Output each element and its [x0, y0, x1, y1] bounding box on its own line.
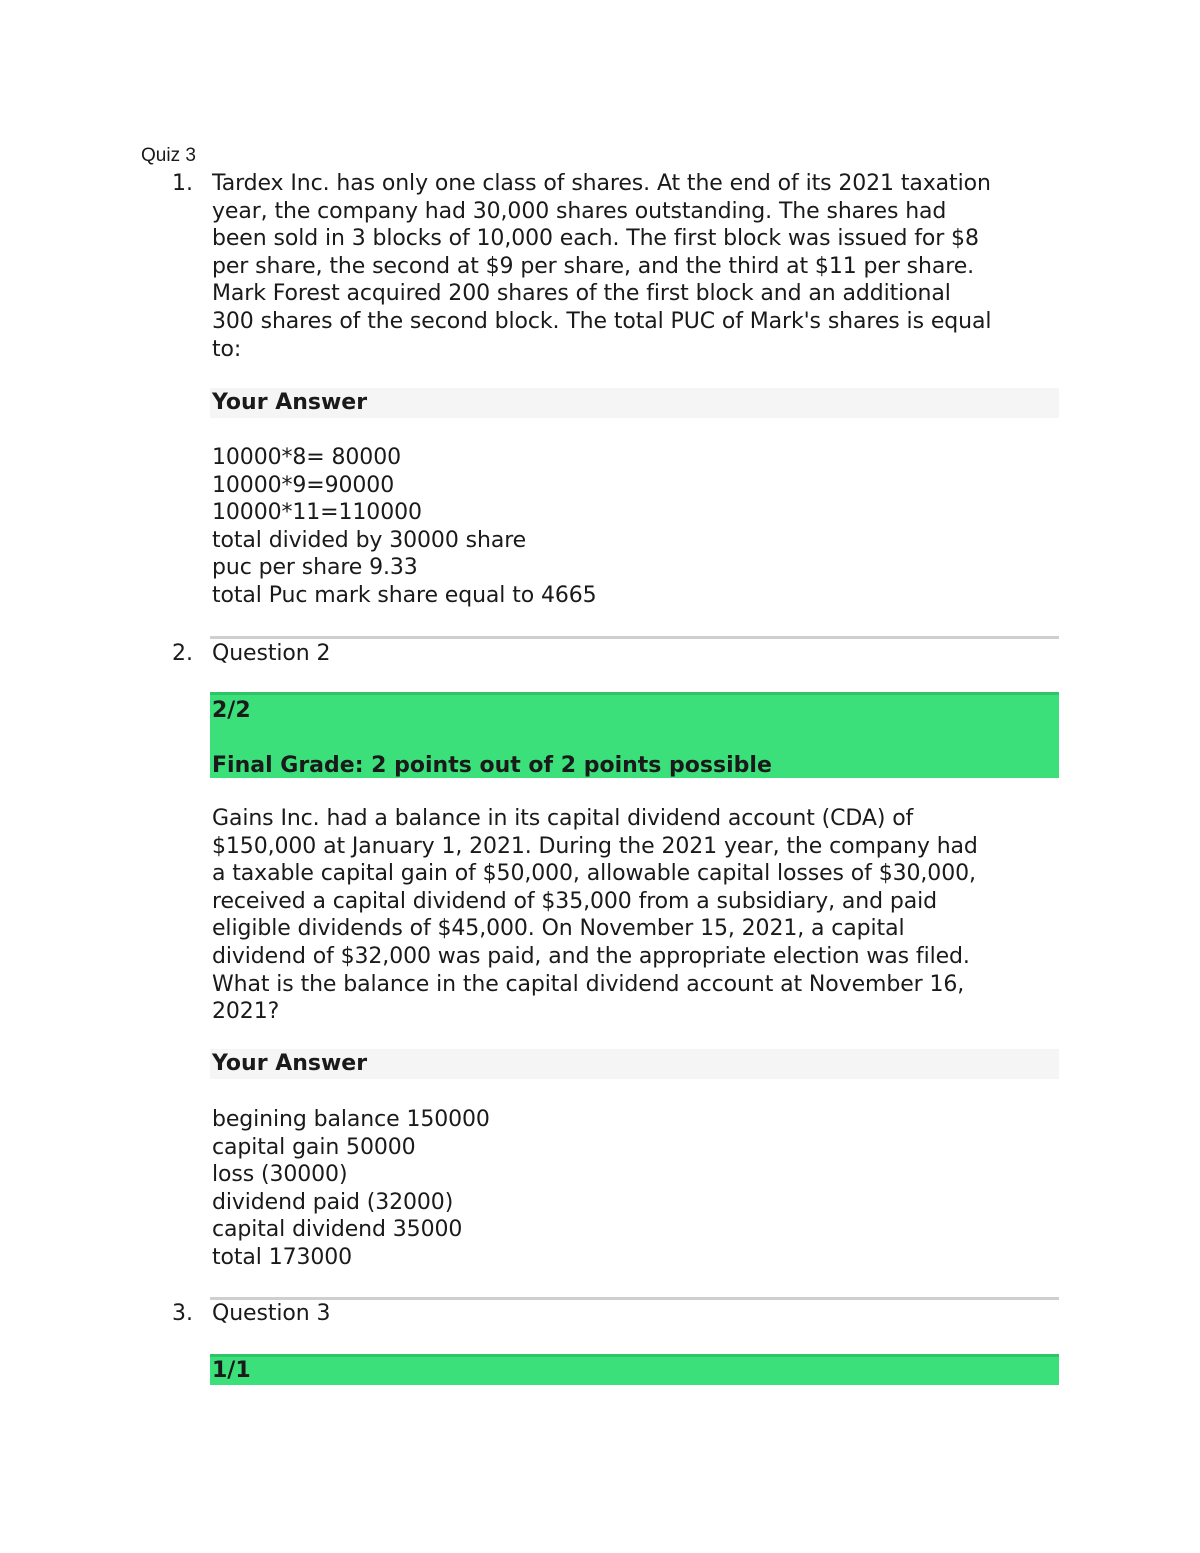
question-1-number: 1. — [172, 171, 193, 196]
question-2-title: Question 2 — [212, 641, 331, 666]
question-3-grade-box — [210, 1354, 1059, 1385]
question-3-score: 1/1 — [212, 1358, 251, 1383]
question-3-title: Question 3 — [212, 1301, 331, 1326]
question-2-number: 2. — [172, 641, 193, 666]
question-1-answer: 10000*8= 80000 10000*9=90000 10000*11=110000 total divided by 30000 share puc per share 9.33 total Puc mark share equal to 4665 — [212, 445, 597, 608]
question-2-text: Gains Inc. had a balance in its capital dividend account (CDA) of $150,000 at January 1, 2021. During the 2021 year, the company had a taxable capital gain of $50,000, allowable capital losses of $30,000, received a capital dividend of $35,000 from a subsidiary, and paid eligible dividends of $45,000. On November 15, 2021, a capital dividend of $32,000 was paid, and the appropriate election was filed. What is the balance in the capital dividend account at November 16, 2021? — [212, 806, 978, 1025]
question-2-score: 2/2 — [212, 698, 251, 723]
document-title: Quiz 3 — [141, 145, 196, 166]
question-2-answer-header: Your Answer — [210, 1049, 1059, 1079]
question-2-final-grade: Final Grade: 2 points out of 2 points possible — [212, 753, 772, 779]
question-2-answer: begining balance 150000 capital gain 50000 loss (30000) dividend paid (32000) capital dividend 35000 total 173000 — [212, 1107, 490, 1270]
question-2-grade-box — [210, 692, 1059, 778]
question-1-answer-header: Your Answer — [210, 388, 1059, 418]
question-1-text: Tardex Inc. has only one class of shares. At the end of its 2021 taxation year, the company had 30,000 shares outstanding. The shares had been sold in 3 blocks of 10,000 each. The first block was issued for $8 per share, the second at $9 per share, and the third at $11 per share. Mark Forest acquired 200 shares of the first block and an additional 300 shares of the second block. The total PUC of Mark's shares is equal to: — [212, 171, 992, 362]
question-3-number: 3. — [172, 1301, 193, 1326]
question-divider — [210, 636, 1059, 639]
